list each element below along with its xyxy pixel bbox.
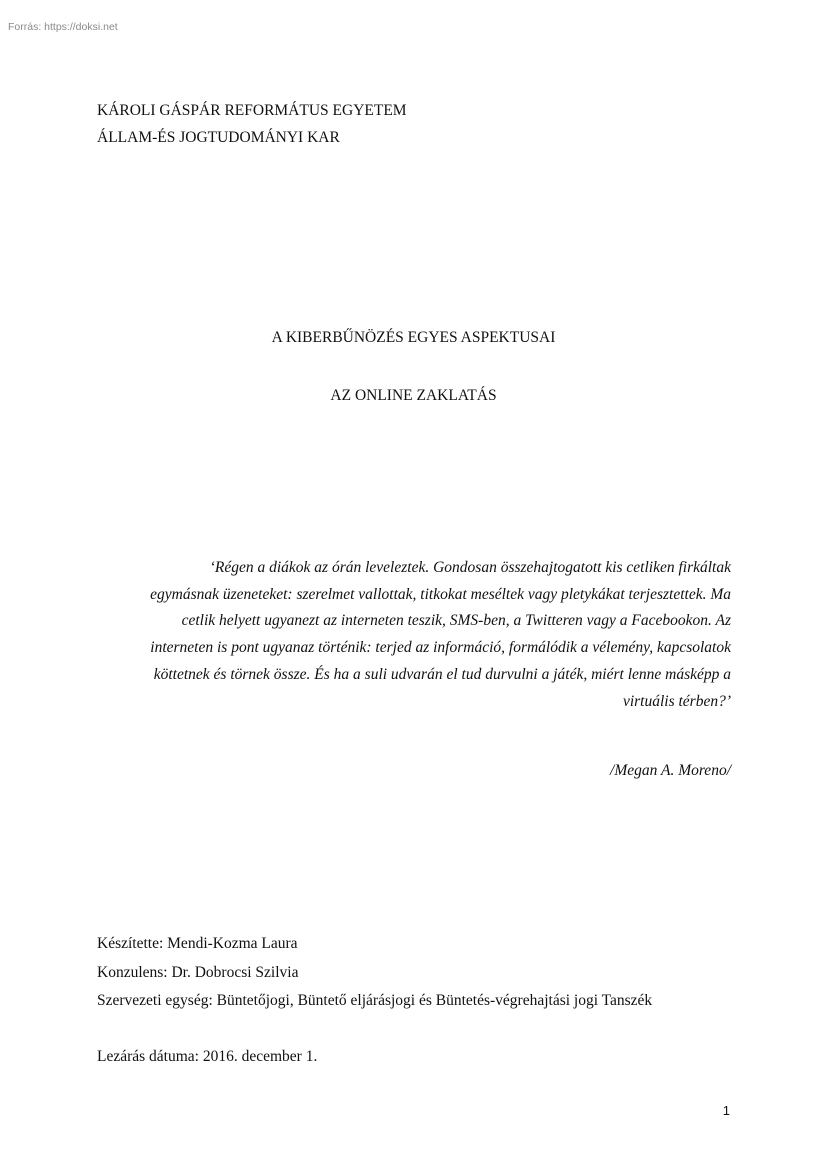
quote-line: egymásnak üzeneteket: szerelmet vallottak, titkokat meséltek vagy pletykákat terjesztettek. Ma — [150, 585, 731, 603]
thesis-subtitle: AZ ONLINE ZAKLATÁS — [330, 387, 497, 404]
university-name: KÁROLI GÁSPÁR REFORMÁTUS EGYETEM — [97, 102, 407, 119]
source-note: Forrás: https://doksi.net — [8, 21, 118, 33]
quote-line: cetlik helyett ugyanezt az interneten teszik, SMS-ben, a Twitteren vagy a Facebookon. Az — [181, 612, 731, 630]
faculty-name: ÁLLAM-ÉS JOGTUDOMÁNYI KAR — [97, 129, 340, 146]
department-line: Szervezeti egység: Büntetőjogi, Büntető eljárásjogi és Büntetés-végrehajtási jogi Tanszék — [97, 992, 653, 1009]
quote-line: interneten is pont ugyanaz történik: terjed az információ, formálódik a vélemény, kapcsolatok — [150, 639, 731, 657]
quote-line: ‘Régen a diákok az órán leveleztek. Gondosan összehajtogatott kis cetliken firkáltak — [209, 559, 731, 576]
quote-author: /Megan A. Moreno/ — [610, 762, 731, 779]
thesis-metadata — [97, 930, 652, 1016]
quote-line: köttetnek és törnek össze. És ha a suli udvarán el tud durvulni a játék, miért lenne másképp a — [153, 665, 731, 683]
thesis-title: A KIBERBŰNÖZÉS EGYES ASPEKTUSAI — [271, 329, 556, 346]
institution-header — [97, 97, 407, 151]
page-number: 1 — [722, 1103, 730, 1118]
closing-date: Lezárás dátuma: 2016. december 1. — [97, 1048, 318, 1065]
author-line: Készítette: Mendi-Kozma Laura — [97, 935, 298, 952]
epigraph-quote — [97, 555, 731, 715]
quote-line: virtuális térben?’ — [622, 692, 731, 710]
consultant-line: Konzulens: Dr. Dobrocsi Szilvia — [97, 963, 299, 981]
